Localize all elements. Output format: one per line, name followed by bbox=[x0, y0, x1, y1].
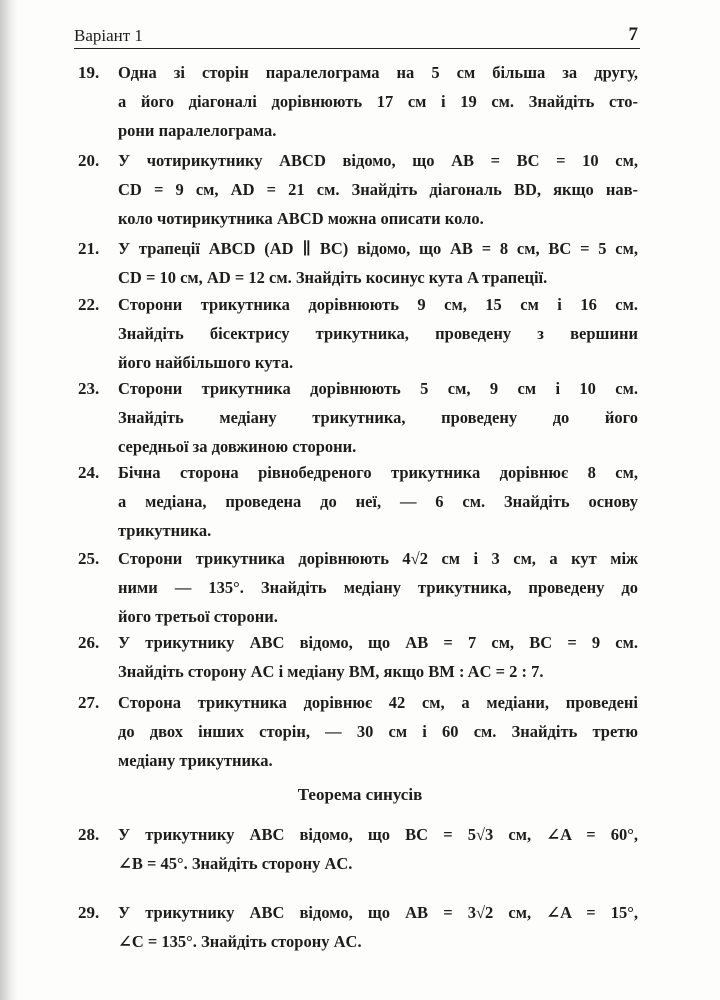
problem-text-line: медіану трикутника. bbox=[118, 751, 273, 770]
problem-number: 22. bbox=[78, 295, 100, 314]
problem-28 bbox=[78, 820, 638, 878]
problem-text-line: Знайдіть медіану трикутника, проведену до його bbox=[118, 408, 638, 427]
problem-text-line: Одна зі сторін паралелограма на 5 см більша за другу, bbox=[118, 63, 638, 82]
problem-text-line: Сторони трикутника дорівнюють 4√2 см і 3 см, а кут між bbox=[118, 549, 638, 568]
problem-text-line: Знайдіть бісектрису трикутника, проведену з вершини bbox=[118, 324, 638, 343]
problem-text-line: У трапеції ABCD (AD ∥ BC) відомо, що AB = 8 см, BC = 5 см, bbox=[118, 239, 638, 258]
page-number: 7 bbox=[628, 24, 638, 45]
page-edge-shadow bbox=[0, 0, 18, 1000]
problem-text-line: Бічна сторона рівнобедреного трикутника дорівнює 8 см, bbox=[118, 463, 638, 482]
problem-text-line: Сторона трикутника дорівнює 42 см, а медіани, проведені bbox=[118, 693, 638, 712]
problem-text-line: У трикутнику ABC відомо, що BC = 5√3 см, ∠A = 60°, bbox=[118, 825, 638, 844]
problem-text-line: У чотирикутнику ABCD відомо, що AB = BC = 10 см, bbox=[118, 151, 638, 170]
problem-text-line: коло чотирикутника ABCD можна описати коло. bbox=[118, 209, 484, 228]
problem-24 bbox=[78, 458, 638, 545]
problem-text-line: його третьої сторони. bbox=[118, 607, 278, 626]
page-header bbox=[74, 22, 640, 49]
problem-26 bbox=[78, 628, 638, 686]
problem-number: 20. bbox=[78, 151, 100, 170]
problem-25 bbox=[78, 544, 638, 631]
problem-number: 21. bbox=[78, 239, 100, 258]
problem-text-line: ∠C = 135°. Знайдіть сторону AC. bbox=[118, 932, 362, 951]
problem-text-line: ∠B = 45°. Знайдіть сторону AC. bbox=[118, 854, 353, 873]
variant-label: Варіант 1 bbox=[74, 26, 143, 45]
problem-text-line: до двох інших сторін, — 30 см і 60 см. Знайдіть третю bbox=[118, 722, 638, 741]
problem-number: 24. bbox=[78, 463, 100, 482]
problem-27 bbox=[78, 688, 638, 775]
problem-22 bbox=[78, 290, 638, 377]
problem-text-line: У трикутнику ABC відомо, що AB = 3√2 см, ∠A = 15°, bbox=[118, 903, 638, 922]
problem-text-line: Сторони трикутника дорівнюють 5 см, 9 см і 10 см. bbox=[118, 379, 638, 398]
problem-text-line: Сторони трикутника дорівнюють 9 см, 15 см і 16 см. bbox=[118, 295, 638, 314]
problem-text-line: ними — 135°. Знайдіть медіану трикутника, проведену до bbox=[118, 578, 638, 597]
problem-text-line: його найбільшого кута. bbox=[118, 353, 294, 372]
problem-text-line: середньої за довжиною сторони. bbox=[118, 437, 357, 456]
problem-number: 27. bbox=[78, 693, 100, 712]
problem-number: 23. bbox=[78, 379, 100, 398]
problem-text-line: а його діагоналі дорівнюють 17 см і 19 см. Знайдіть сто- bbox=[118, 92, 638, 111]
problem-number: 26. bbox=[78, 633, 100, 652]
problem-text-line: У трикутнику ABC відомо, що AB = 7 см, BC = 9 см. bbox=[118, 633, 638, 652]
problem-29 bbox=[78, 898, 638, 956]
section-title: Теорема синусів bbox=[297, 785, 423, 804]
problem-number: 25. bbox=[78, 549, 100, 568]
problem-text-line: а медіана, проведена до неї, — 6 см. Знайдіть основу bbox=[118, 492, 638, 511]
problem-text-line: Знайдіть сторону AC і медіану BM, якщо BM : AC = 2 : 7. bbox=[118, 662, 544, 681]
problem-20 bbox=[78, 146, 638, 233]
problem-21 bbox=[78, 234, 638, 292]
problem-23 bbox=[78, 374, 638, 461]
problem-text-line: рони паралелограма. bbox=[118, 121, 277, 140]
problem-text-line: CD = 9 см, AD = 21 см. Знайдіть діагональ BD, якщо нав- bbox=[118, 180, 638, 199]
problem-number: 28. bbox=[78, 825, 100, 844]
problem-19 bbox=[78, 58, 638, 145]
problem-text-line: CD = 10 см, AD = 12 см. Знайдіть косинус кута A трапеції. bbox=[118, 268, 548, 287]
problem-number: 29. bbox=[78, 903, 100, 922]
problem-number: 19. bbox=[78, 63, 100, 82]
problem-text-line: трикутника. bbox=[118, 521, 212, 540]
